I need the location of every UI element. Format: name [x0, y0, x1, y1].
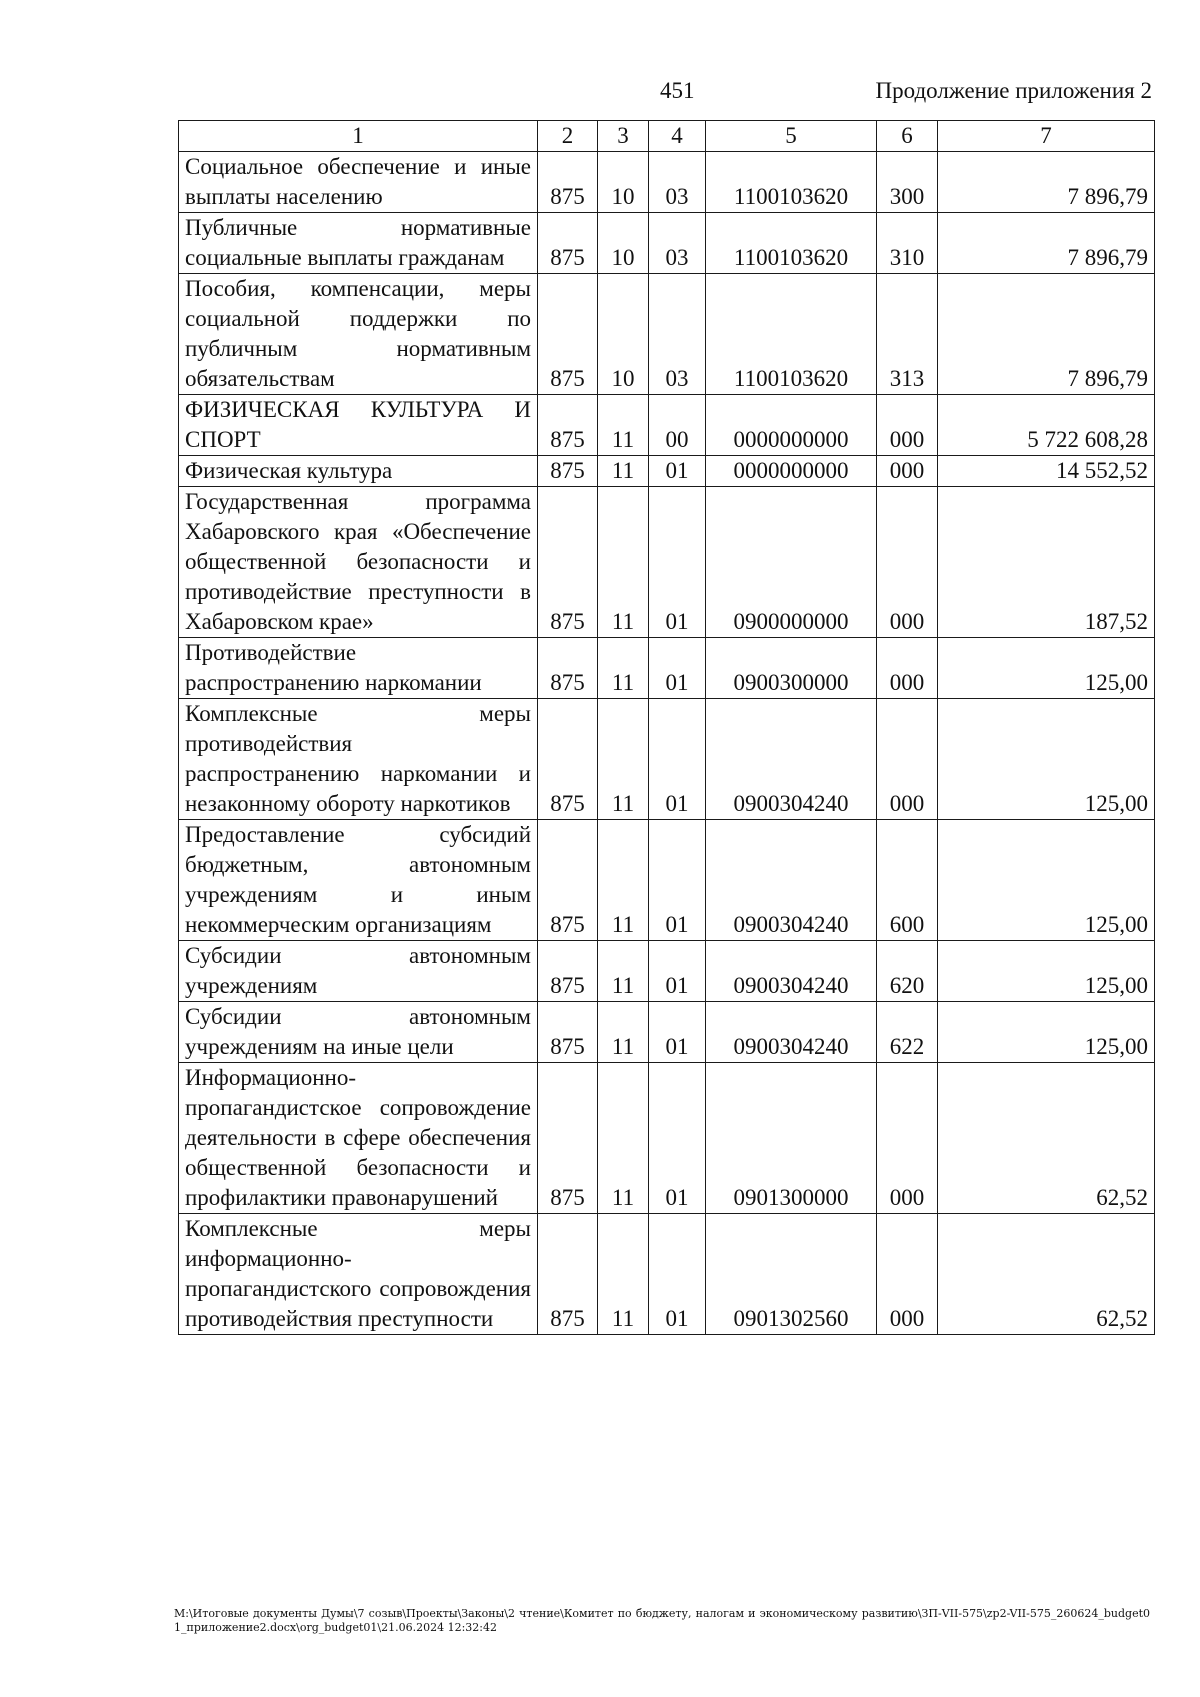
row-name-cell: Комплексные меры информационно-пропагандистского сопровождения противодействия преступности	[179, 1214, 538, 1335]
section-cell: 11	[598, 638, 649, 699]
section-cell: 10	[598, 152, 649, 213]
row-name-cell: Публичные нормативные социальные выплаты гражданам	[179, 213, 538, 274]
row-name-cell: Физическая культура	[179, 456, 538, 487]
document-path-footer: М:\Итоговые документы Думы\7 созыв\Проекты\Законы\2 чтение\Комитет по бюджету, налогам и экономическому развитию\ЗП-VII-575\zp2-VII-575_260624_budget01_приложение2.docx\org_budget01\21.06.2024 12:32:42	[174, 1607, 1150, 1634]
expense-type-cell: 300	[877, 152, 938, 213]
expense-type-cell: 600	[877, 820, 938, 941]
subsection-cell: 01	[649, 1002, 706, 1063]
subsection-cell: 03	[649, 274, 706, 395]
table-row	[179, 274, 1155, 395]
target-article-cell: 0900000000	[706, 487, 877, 638]
table-row	[179, 699, 1155, 820]
expense-type-cell: 000	[877, 395, 938, 456]
expense-type-cell: 000	[877, 699, 938, 820]
table-row	[179, 456, 1155, 487]
table-row	[179, 152, 1155, 213]
target-article-cell: 0900304240	[706, 941, 877, 1002]
row-name-cell: Субсидии автономным учреждениям на иные цели	[179, 1002, 538, 1063]
col-header-6: 6	[877, 121, 938, 152]
admin-code-cell: 875	[538, 699, 598, 820]
row-name-cell: Комплексные меры противодействия распространению наркомании и незаконному обороту наркотиков	[179, 699, 538, 820]
admin-code-cell: 875	[538, 1002, 598, 1063]
row-name-cell: Субсидии автономным учреждениям	[179, 941, 538, 1002]
budget-table	[178, 120, 1155, 1335]
table-row	[179, 1063, 1155, 1214]
table-row	[179, 820, 1155, 941]
target-article-cell: 0900304240	[706, 699, 877, 820]
table-row	[179, 1214, 1155, 1335]
row-name-cell: ФИЗИЧЕСКАЯ КУЛЬТУРА И СПОРТ	[179, 395, 538, 456]
target-article-cell: 0900304240	[706, 1002, 877, 1063]
amount-cell: 125,00	[938, 941, 1155, 1002]
target-article-cell: 0900300000	[706, 638, 877, 699]
col-header-4: 4	[649, 121, 706, 152]
expense-type-cell: 000	[877, 456, 938, 487]
continuation-label: Продолжение приложения 2	[875, 78, 1152, 103]
subsection-cell: 01	[649, 638, 706, 699]
header-row	[179, 121, 1155, 152]
table-row	[179, 1002, 1155, 1063]
admin-code-cell: 875	[538, 395, 598, 456]
subsection-cell: 01	[649, 941, 706, 1002]
page-number: 451	[660, 78, 695, 103]
subsection-cell: 01	[649, 699, 706, 820]
admin-code-cell: 875	[538, 152, 598, 213]
admin-code-cell: 875	[538, 820, 598, 941]
admin-code-cell: 875	[538, 274, 598, 395]
amount-cell: 14 552,52	[938, 456, 1155, 487]
col-header-7: 7	[938, 121, 1155, 152]
section-cell: 11	[598, 1214, 649, 1335]
admin-code-cell: 875	[538, 941, 598, 1002]
expense-type-cell: 620	[877, 941, 938, 1002]
target-article-cell: 0901300000	[706, 1063, 877, 1214]
target-article-cell: 0000000000	[706, 395, 877, 456]
row-name-cell: Информационно-пропагандистское сопровождение деятельности в сфере обеспечения общественной безопасности и профилактики правонарушений	[179, 1063, 538, 1214]
section-cell: 11	[598, 1002, 649, 1063]
admin-code-cell: 875	[538, 213, 598, 274]
target-article-cell: 1100103620	[706, 152, 877, 213]
col-header-5: 5	[706, 121, 877, 152]
subsection-cell: 01	[649, 820, 706, 941]
table-row	[179, 487, 1155, 638]
section-cell: 11	[598, 820, 649, 941]
expense-type-cell: 313	[877, 274, 938, 395]
target-article-cell: 0901302560	[706, 1214, 877, 1335]
col-header-3: 3	[598, 121, 649, 152]
amount-cell: 125,00	[938, 1002, 1155, 1063]
expense-type-cell: 310	[877, 213, 938, 274]
expense-type-cell: 000	[877, 638, 938, 699]
amount-cell: 125,00	[938, 699, 1155, 820]
target-article-cell: 0900304240	[706, 820, 877, 941]
table-row	[179, 638, 1155, 699]
admin-code-cell: 875	[538, 1214, 598, 1335]
subsection-cell: 01	[649, 1063, 706, 1214]
target-article-cell: 1100103620	[706, 274, 877, 395]
admin-code-cell: 875	[538, 456, 598, 487]
table-row	[179, 941, 1155, 1002]
section-cell: 11	[598, 487, 649, 638]
amount-cell: 187,52	[938, 487, 1155, 638]
subsection-cell: 01	[649, 1214, 706, 1335]
section-cell: 11	[598, 699, 649, 820]
expense-type-cell: 000	[877, 1063, 938, 1214]
amount-cell: 62,52	[938, 1214, 1155, 1335]
section-cell: 10	[598, 213, 649, 274]
row-name-cell: Пособия, компенсации, меры социальной поддержки по публичным нормативным обязательствам	[179, 274, 538, 395]
section-cell: 11	[598, 941, 649, 1002]
amount-cell: 125,00	[938, 638, 1155, 699]
admin-code-cell: 875	[538, 1063, 598, 1214]
section-cell: 11	[598, 1063, 649, 1214]
row-name-cell: Предоставление субсидий бюджетным, автономным учреждениям и иным некоммерческим организациям	[179, 820, 538, 941]
admin-code-cell: 875	[538, 638, 598, 699]
expense-type-cell: 622	[877, 1002, 938, 1063]
section-cell: 11	[598, 395, 649, 456]
subsection-cell: 01	[649, 456, 706, 487]
subsection-cell: 00	[649, 395, 706, 456]
amount-cell: 7 896,79	[938, 213, 1155, 274]
target-article-cell: 0000000000	[706, 456, 877, 487]
col-header-2: 2	[538, 121, 598, 152]
expense-type-cell: 000	[877, 487, 938, 638]
amount-cell: 62,52	[938, 1063, 1155, 1214]
section-cell: 10	[598, 274, 649, 395]
admin-code-cell: 875	[538, 487, 598, 638]
subsection-cell: 03	[649, 152, 706, 213]
col-header-1: 1	[179, 121, 538, 152]
subsection-cell: 01	[649, 487, 706, 638]
row-name-cell: Государственная программа Хабаровского края «Обеспечение общественной безопасности и противодействие преступности в Хабаровском крае»	[179, 487, 538, 638]
amount-cell: 7 896,79	[938, 152, 1155, 213]
row-name-cell: Противодействие распространению наркомании	[179, 638, 538, 699]
amount-cell: 7 896,79	[938, 274, 1155, 395]
section-cell: 11	[598, 456, 649, 487]
amount-cell: 5 722 608,28	[938, 395, 1155, 456]
table-row	[179, 213, 1155, 274]
subsection-cell: 03	[649, 213, 706, 274]
row-name-cell: Социальное обеспечение и иные выплаты населению	[179, 152, 538, 213]
expense-type-cell: 000	[877, 1214, 938, 1335]
amount-cell: 125,00	[938, 820, 1155, 941]
target-article-cell: 1100103620	[706, 213, 877, 274]
table-row	[179, 395, 1155, 456]
